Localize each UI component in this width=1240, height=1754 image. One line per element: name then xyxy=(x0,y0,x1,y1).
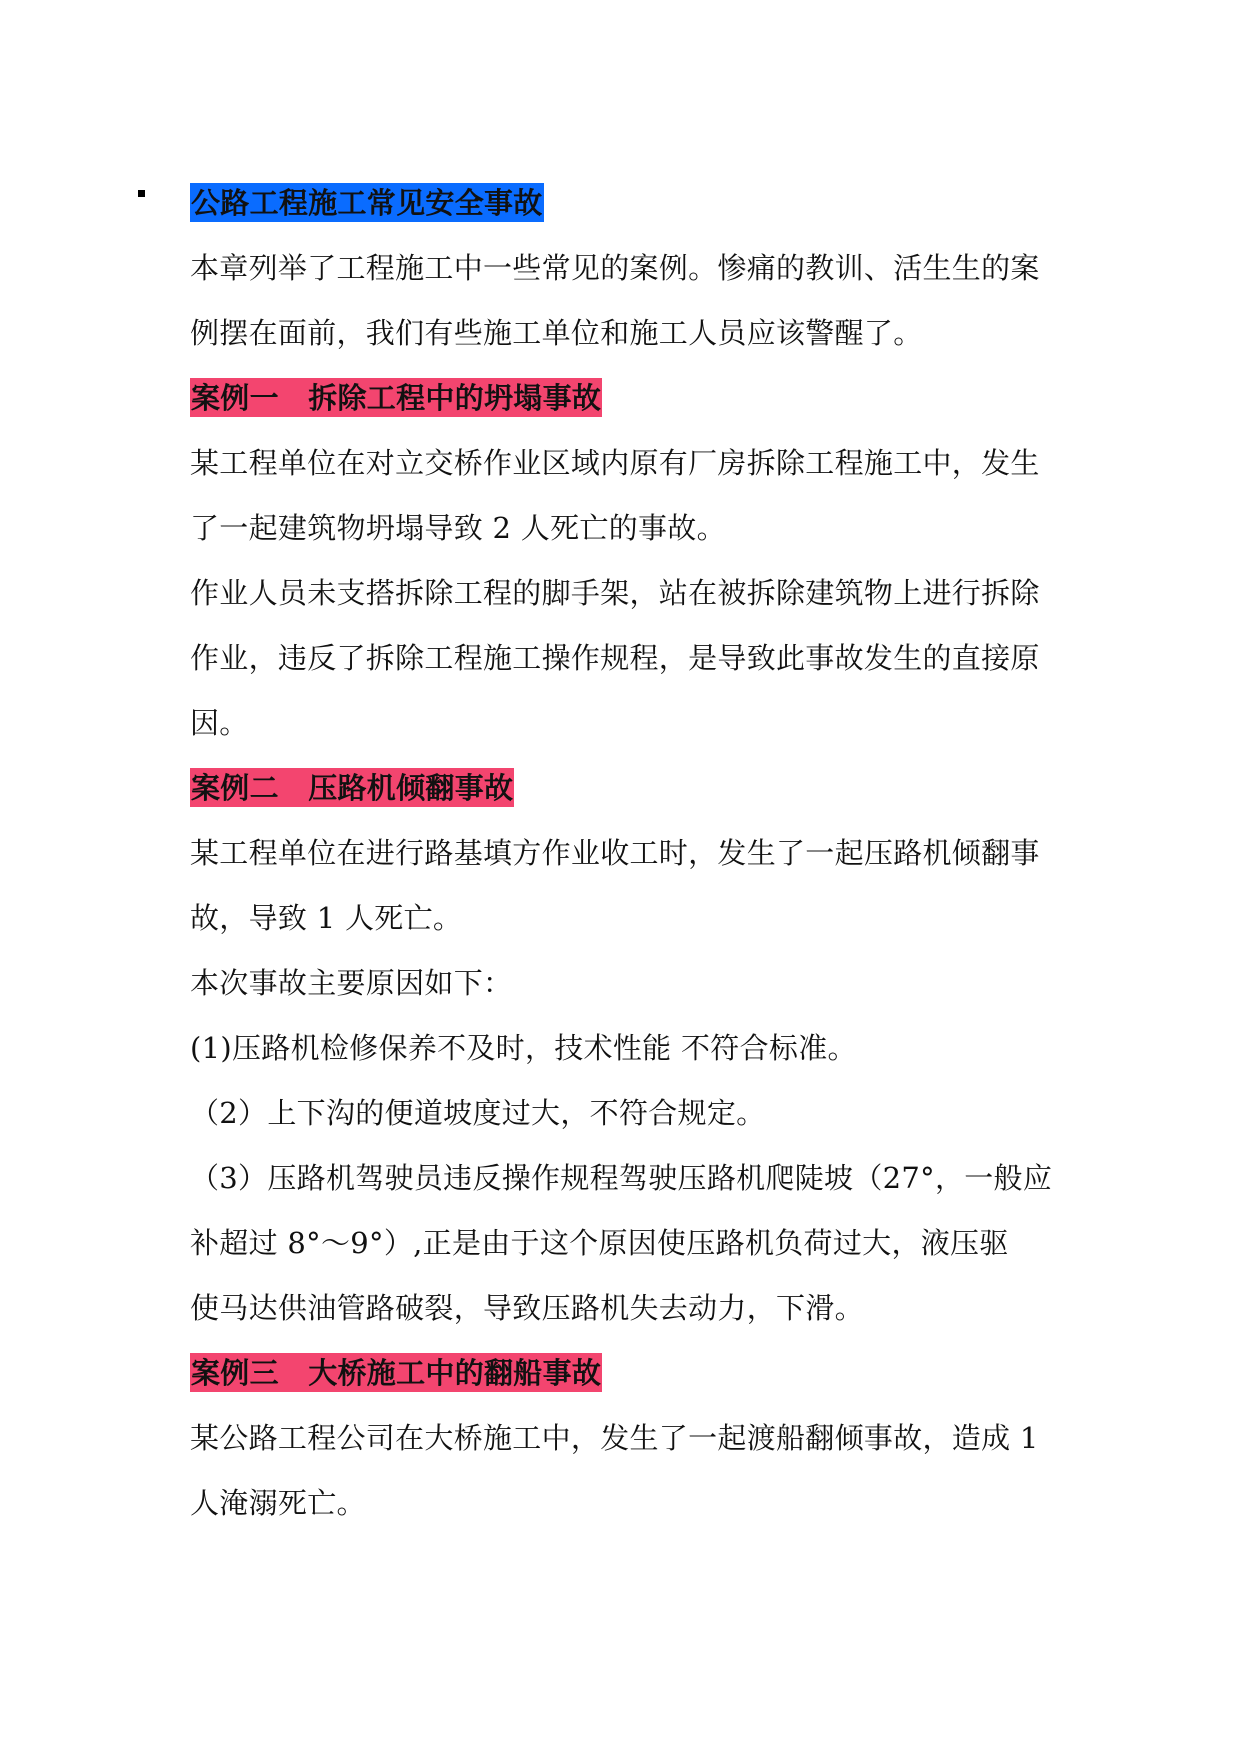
case1-heading-line xyxy=(190,366,1060,431)
bullet-marker-icon xyxy=(138,190,145,197)
case1-line-2: 了一起建筑物坍塌导致 2 人死亡的事故。 xyxy=(190,511,726,545)
case2-line-6: （3）压路机驾驶员违反操作规程驾驶压路机爬陡坡（27°，一般应 xyxy=(190,1161,1053,1195)
section-title-line xyxy=(190,171,1060,236)
case2-heading-line xyxy=(190,756,1060,821)
case1-line-4: 作业，违反了拆除工程施工操作规程，是导致此事故发生的直接原 xyxy=(190,641,1040,675)
case3-heading: 案例三 大桥施工中的翻船事故 xyxy=(190,1353,602,1392)
case2-line-1: 某工程单位在进行路基填方作业收工时，发生了一起压路机倾翻事 xyxy=(190,836,1040,870)
case2-line-5: （2）上下沟的便道坡度过大，不符合规定。 xyxy=(190,1096,766,1130)
case2-line-3: 本次事故主要原因如下： xyxy=(190,966,513,1000)
case3-heading-line xyxy=(190,1341,1060,1406)
case2-line-7: 补超过 8°～9°）,正是由于这个原因使压路机负荷过大，液压驱 xyxy=(190,1226,1009,1260)
case2-heading: 案例二 压路机倾翻事故 xyxy=(190,768,514,807)
case2-line-4: (1)压路机检修保养不及时，技术性能 不符合标准。 xyxy=(190,1031,857,1065)
case2-line-2: 故，导致 1 人死亡。 xyxy=(190,901,463,935)
document-body xyxy=(190,171,1060,1536)
intro-line-1: 本章列举了工程施工中一些常见的案例。惨痛的教训、活生生的案 xyxy=(190,251,1040,285)
case1-heading: 案例一 拆除工程中的坍塌事故 xyxy=(190,378,602,417)
case3-line-1: 某公路工程公司在大桥施工中，发生了一起渡船翻倾事故，造成 1 xyxy=(190,1421,1039,1455)
case1-line-1: 某工程单位在对立交桥作业区域内原有厂房拆除工程施工中，发生 xyxy=(190,446,1040,480)
case2-line-8: 使马达供油管路破裂，导致压路机失去动力，下滑。 xyxy=(190,1291,864,1325)
intro-line-2: 例摆在面前，我们有些施工单位和施工人员应该警醒了。 xyxy=(190,316,923,350)
case1-line-3: 作业人员未支搭拆除工程的脚手架，站在被拆除建筑物上进行拆除 xyxy=(190,576,1040,610)
case3-line-2: 人淹溺死亡。 xyxy=(190,1486,366,1520)
section-title: 公路工程施工常见安全事故 xyxy=(190,183,544,222)
case1-line-5: 因。 xyxy=(190,706,249,740)
